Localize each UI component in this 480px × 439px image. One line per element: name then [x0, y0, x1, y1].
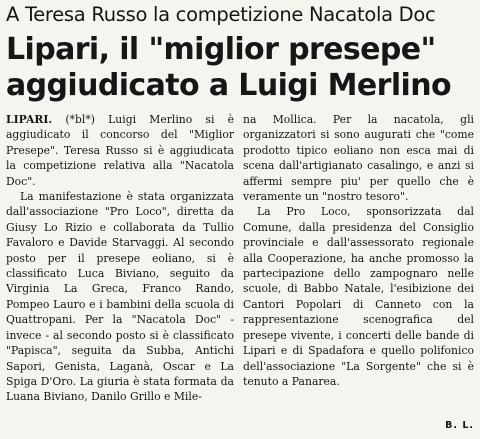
article-column-1	[6, 112, 234, 434]
article-kicker: A Teresa Russo la competizione Nacatola Doc	[6, 3, 436, 26]
article-headline	[6, 32, 478, 104]
paragraph-1-text: (*bl*) Luigi Merlino si è aggiudicato il concorso del "Miglior Presepe". Teresa Russo si è aggiudicata la competizione relativa alla "Nacatola Doc".	[6, 113, 234, 188]
article-paragraph-4: La Pro Loco, sponsorizzata dal Comune, dalla presidenza del Consiglio provinciale e dall'assessorato regionale alla Cooperazione, ha anche promosso la partecipazione dello zampognaro nelle scuole, di Babbo Natale, l'esibizione dei Cantori Popolari di Canneto con la rappresentazione scenografica del presepe vivente, i concerti delle bande di Lipari e di Spadafora e quello polifonico dell'associazione "La Sorgente" che si è tenuto a Panarea.	[243, 205, 474, 388]
article-paragraph-1	[6, 112, 234, 189]
article-paragraph-2: La manifestazione è stata organizzata dall'associazione "Pro Loco", diretta da Giusy Lo Rizio e collaborata da Tullio Favaloro e Davide Starvaggi. Al secondo posto per il presepe eoliano, si è classificato Luca Biviano, seguito da Virginia La Greca, Franco Rando, Pompeo Lauro e i bambini della scuola di Quattropani. Per la "Nacatola Doc" - invece - al secondo posto si è classificato "Papisca", seguita da Subba, Antichi Sapori, Genista, Laganà, Oscar e La Spiga D'Oro. La giuria è stata formata da Luana Biviano, Danilo Grillo e Mile-	[6, 190, 234, 404]
article-column-2	[243, 112, 474, 434]
headline-line-2: aggiudicato a Luigi Merlino	[6, 68, 451, 103]
author-signature: B. L.	[445, 420, 474, 431]
dateline: LIPARI.	[6, 113, 53, 126]
headline-line-1: Lipari, il "miglior presepe"	[6, 32, 436, 67]
article-paragraph-3: na Mollica. Per la nacatola, gli organizzatori si sono augurati che "come prodotto tipico eoliano non esca mai di scena dall'artigianato casalingo, e anzi si affermi sempre piu' per quello che è veramente un "nostro tesoro".	[243, 113, 474, 204]
